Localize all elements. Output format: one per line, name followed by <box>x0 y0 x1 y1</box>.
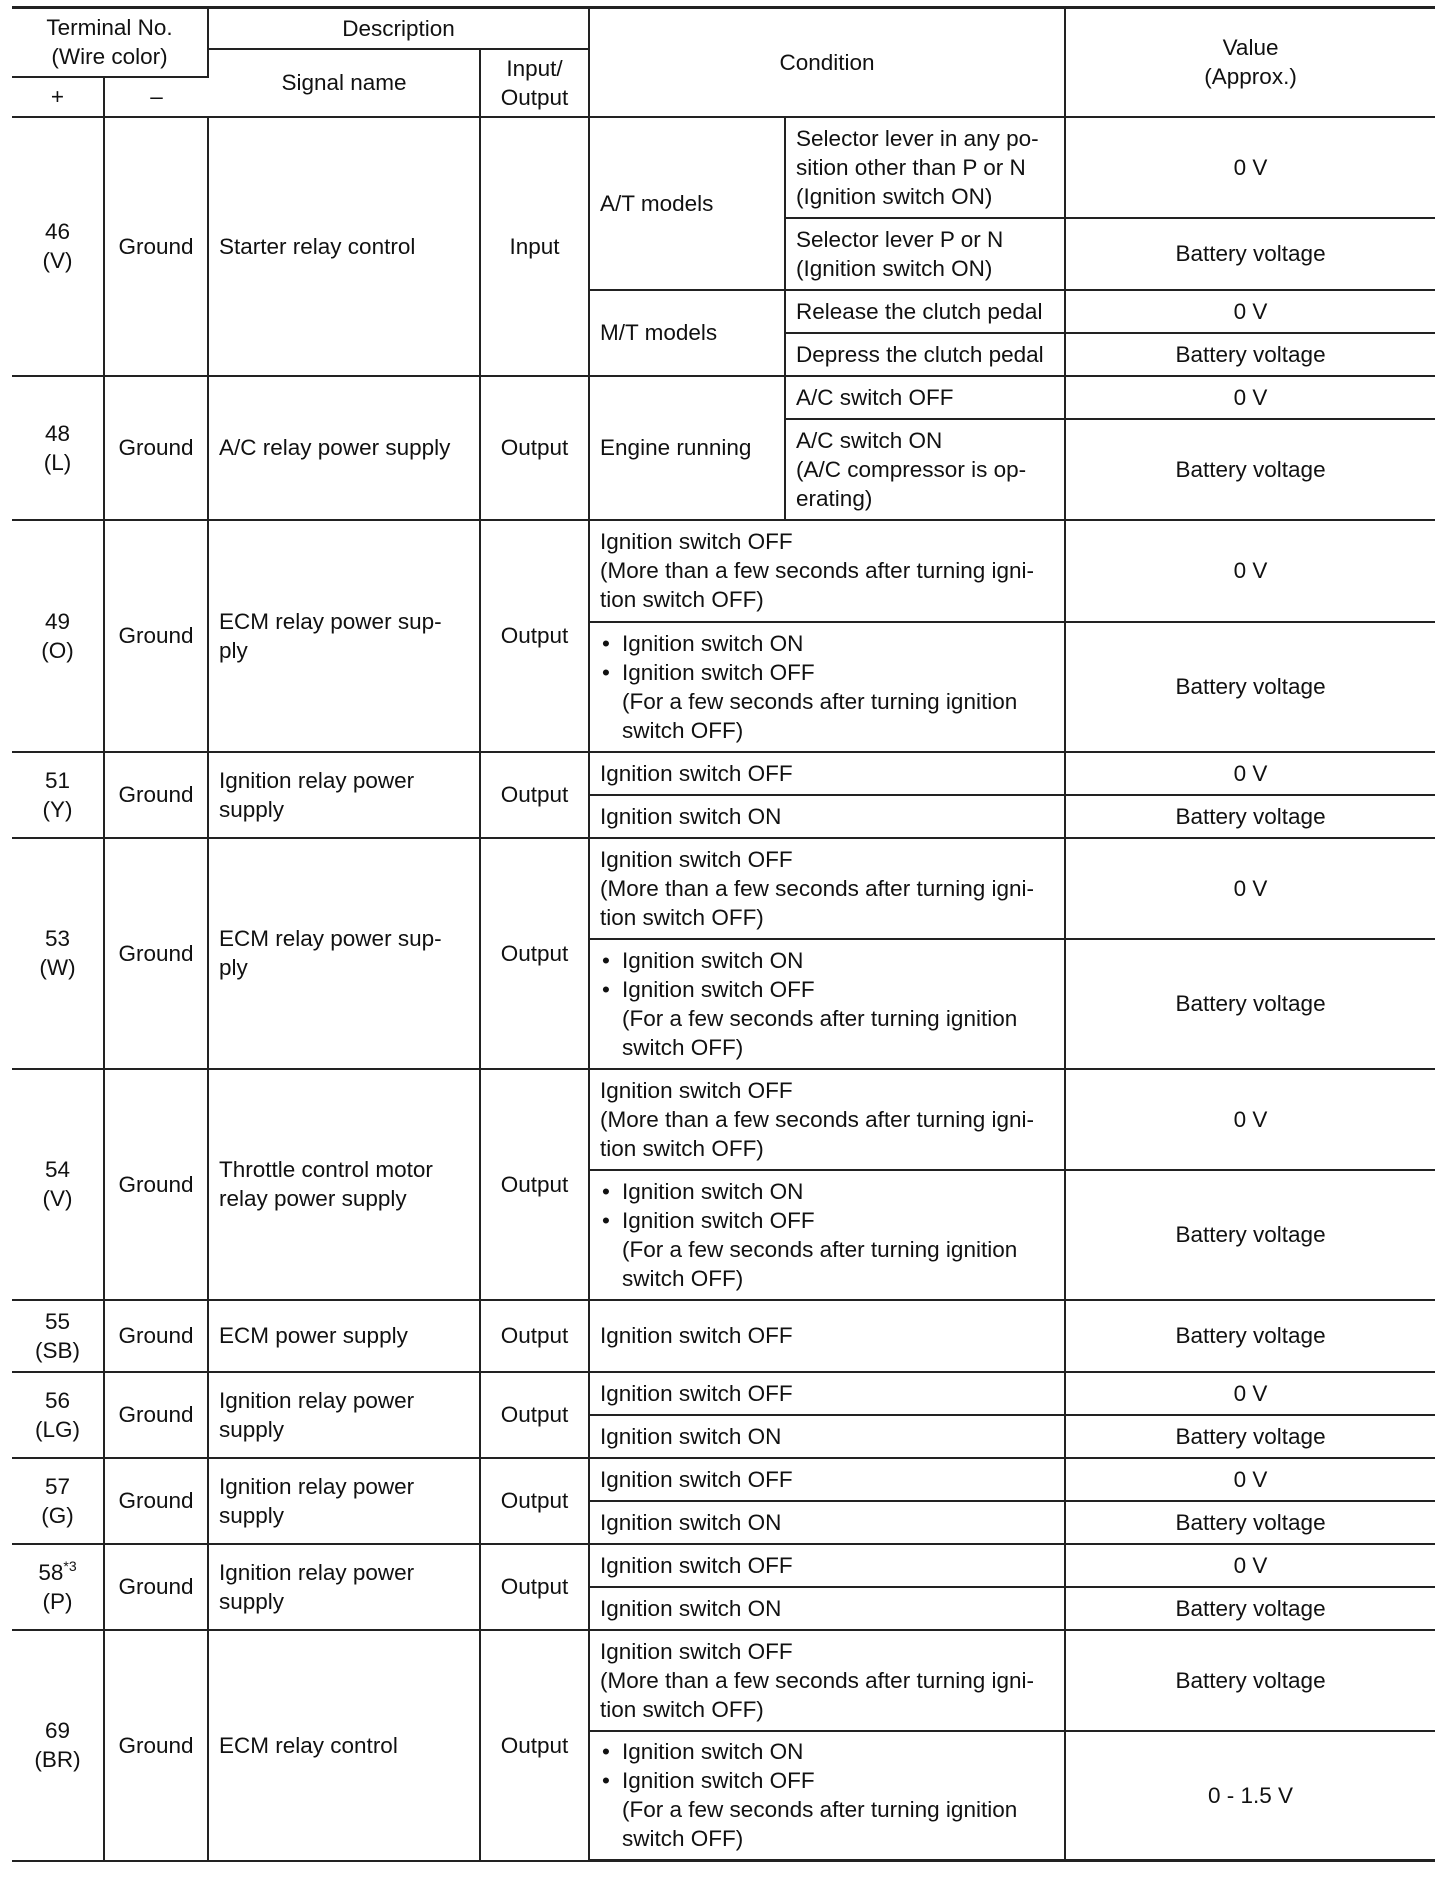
signal-name: ECM relay control <box>208 1630 480 1861</box>
signal-name: A/C relay power supply <box>208 376 480 520</box>
value: Battery voltage <box>1065 218 1435 290</box>
condition: • Ignition switch ON • Ignition switch OFF (For a few seconds after turning ignition switch OFF) <box>589 1731 1065 1861</box>
signal-name: ECM power supply <box>208 1300 480 1372</box>
value: Battery voltage <box>1065 939 1435 1069</box>
terminal-no: 56 (LG) <box>12 1372 104 1458</box>
table-row: 53 (W) Ground ECM relay power sup- ply Output Ignition switch OFF (More than a few seconds after turning igni- tion switch OFF) 0 V <box>12 838 1435 939</box>
condition: Ignition switch ON <box>589 795 1065 838</box>
signal-name: Ignition relay power supply <box>208 752 480 838</box>
model-group: Engine running <box>589 376 785 520</box>
terminal-spec-table <box>12 6 1435 1862</box>
terminal-no: 49 (O) <box>12 520 104 752</box>
terminal-no: 51 (Y) <box>12 752 104 838</box>
value: Battery voltage <box>1065 333 1435 376</box>
table-row: 51 (Y) Ground Ignition relay power supply Output Ignition switch OFF 0 V <box>12 752 1435 795</box>
header-signal-name: Signal name <box>208 49 480 117</box>
condition: Ignition switch ON <box>589 1501 1065 1544</box>
condition: Selector lever P or N (Ignition switch ON) <box>785 218 1065 290</box>
condition: A/C switch ON (A/C compressor is op- erating) <box>785 419 1065 520</box>
table-row: 69 (BR) Ground ECM relay control Output Ignition switch OFF (More than a few seconds after turning igni- tion switch OFF) Battery voltage <box>12 1630 1435 1731</box>
header-terminal-no: Terminal No. (Wire color) <box>12 8 208 77</box>
condition: Ignition switch OFF (More than a few seconds after turning igni- tion switch OFF) <box>589 838 1065 939</box>
condition: • Ignition switch ON • Ignition switch OFF (For a few seconds after turning ignition switch OFF) <box>589 939 1065 1069</box>
signal-name: Starter relay control <box>208 117 480 376</box>
signal-name: Ignition relay power supply <box>208 1458 480 1544</box>
condition: Ignition switch OFF <box>589 1458 1065 1501</box>
table-row: 54 (V) Ground Throttle control motor relay power supply Output Ignition switch OFF (More than a few seconds after turning igni- tion switch OFF) 0 V <box>12 1069 1435 1170</box>
condition: Release the clutch pedal <box>785 290 1065 333</box>
terminal-no: 48 (L) <box>12 376 104 520</box>
footnote-marker: *3 <box>63 1557 77 1574</box>
condition: Ignition switch OFF <box>589 1300 1065 1372</box>
condition: A/C switch OFF <box>785 376 1065 419</box>
condition: Ignition switch ON <box>589 1587 1065 1630</box>
value: Battery voltage <box>1065 622 1435 752</box>
condition: Ignition switch OFF <box>589 1372 1065 1415</box>
table-row: 57 (G) Ground Ignition relay power supply Output Ignition switch OFF 0 V <box>12 1458 1435 1501</box>
io-type: Output <box>480 1630 589 1861</box>
value: 0 - 1.5 V <box>1065 1731 1435 1861</box>
io-type: Output <box>480 520 589 752</box>
condition: • Ignition switch ON • Ignition switch OFF (For a few seconds after turning ignition switch OFF) <box>589 622 1065 752</box>
value: 0 V <box>1065 520 1435 622</box>
terminal-no: 69 (BR) <box>12 1630 104 1861</box>
model-group: A/T models <box>589 117 785 290</box>
header-plus: + <box>12 77 104 117</box>
value: 0 V <box>1065 752 1435 795</box>
table-row: 46 (V) Ground Starter relay control Input A/T models Selector lever in any po- sition other than P or N (Ignition switch ON) 0 V <box>12 117 1435 218</box>
io-type: Output <box>480 1458 589 1544</box>
header-input-output: Input/ Output <box>480 49 589 117</box>
condition: Ignition switch OFF (More than a few seconds after turning igni- tion switch OFF) <box>589 520 1065 622</box>
io-type: Output <box>480 1300 589 1372</box>
signal-name: ECM relay power sup- ply <box>208 838 480 1069</box>
value: 0 V <box>1065 1458 1435 1501</box>
model-group: M/T models <box>589 290 785 376</box>
signal-name: Throttle control motor relay power supply <box>208 1069 480 1300</box>
table-row: 48 (L) Ground A/C relay power supply Output Engine running A/C switch OFF 0 V <box>12 376 1435 419</box>
condition: • Ignition switch ON • Ignition switch OFF (For a few seconds after turning ignition switch OFF) <box>589 1170 1065 1300</box>
value: 0 V <box>1065 1544 1435 1587</box>
table-row: 55 (SB) Ground ECM power supply Output Ignition switch OFF Battery voltage <box>12 1300 1435 1372</box>
terminal-no: 58$^{*3}$ (P) <box>12 1544 104 1630</box>
value: 0 V <box>1065 1372 1435 1415</box>
value: Battery voltage <box>1065 419 1435 520</box>
value: 0 V <box>1065 117 1435 218</box>
value: Battery voltage <box>1065 1415 1435 1458</box>
value: 0 V <box>1065 376 1435 419</box>
header-condition: Condition <box>589 8 1065 117</box>
terminal-no: 53 (W) <box>12 838 104 1069</box>
io-type: Output <box>480 1069 589 1300</box>
condition: Ignition switch ON <box>589 1415 1065 1458</box>
condition: Selector lever in any po- sition other than P or N (Ignition switch ON) <box>785 117 1065 218</box>
value: Battery voltage <box>1065 1501 1435 1544</box>
header-description: Description <box>208 8 589 49</box>
value: 0 V <box>1065 290 1435 333</box>
condition: Ignition switch OFF (More than a few seconds after turning igni- tion switch OFF) <box>589 1069 1065 1170</box>
signal-name: ECM relay power sup- ply <box>208 520 480 752</box>
value: Battery voltage <box>1065 1170 1435 1300</box>
header-value: Value (Approx.) <box>1065 8 1435 117</box>
value: Battery voltage <box>1065 795 1435 838</box>
table-row: 49 (O) Ground ECM relay power sup- ply Output Ignition switch OFF (More than a few seconds after turning igni- tion switch OFF) 0 V <box>12 520 1435 622</box>
value: 0 V <box>1065 1069 1435 1170</box>
terminal-no: 46 (V) <box>12 117 104 376</box>
io-type: Input <box>480 117 589 376</box>
table-row: 58$^{*3}$ (P) Ground Ignition relay power supply Output Ignition switch OFF 0 V <box>12 1544 1435 1587</box>
header-minus: – <box>104 77 208 117</box>
value: Battery voltage <box>1065 1300 1435 1372</box>
condition: Ignition switch OFF <box>589 1544 1065 1587</box>
condition: Ignition switch OFF <box>589 752 1065 795</box>
value: 0 V <box>1065 838 1435 939</box>
condition: Depress the clutch pedal <box>785 333 1065 376</box>
terminal-no: 54 (V) <box>12 1069 104 1300</box>
value: Battery voltage <box>1065 1587 1435 1630</box>
io-type: Output <box>480 1372 589 1458</box>
io-type: Output <box>480 1544 589 1630</box>
terminal-no: 57 (G) <box>12 1458 104 1544</box>
io-type: Output <box>480 376 589 520</box>
condition: Ignition switch OFF (More than a few seconds after turning igni- tion switch OFF) <box>589 1630 1065 1731</box>
value: Battery voltage <box>1065 1630 1435 1731</box>
signal-name: Ignition relay power supply <box>208 1544 480 1630</box>
io-type: Output <box>480 838 589 1069</box>
signal-name: Ignition relay power supply <box>208 1372 480 1458</box>
io-type: Output <box>480 752 589 838</box>
table-row: 56 (LG) Ground Ignition relay power supply Output Ignition switch OFF 0 V <box>12 1372 1435 1415</box>
terminal-no: 55 (SB) <box>12 1300 104 1372</box>
